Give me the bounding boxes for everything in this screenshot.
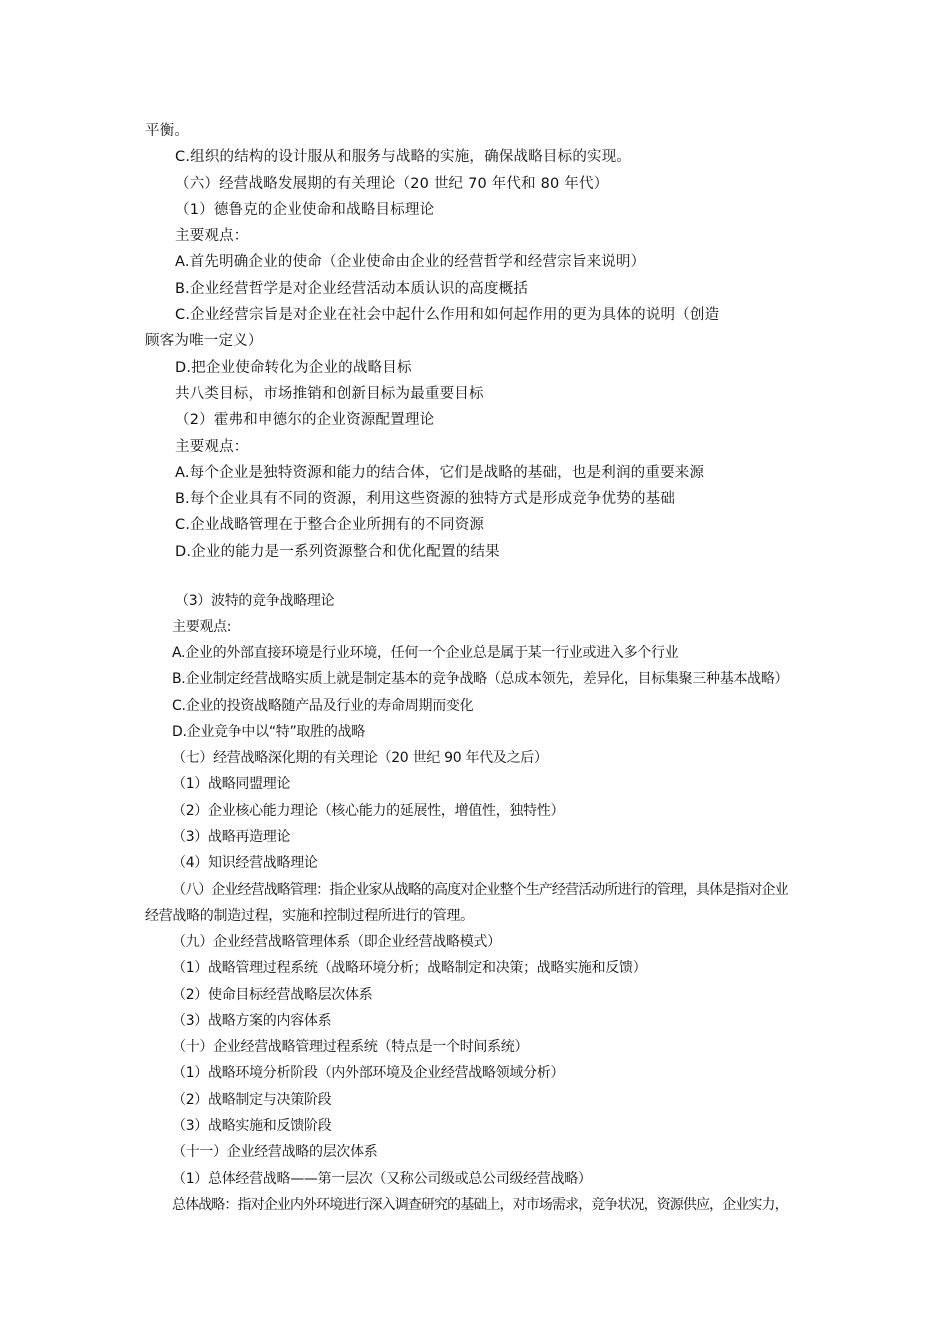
text-line: （八）企业经营战略管理：指企业家从战略的高度对企业整个生产经营活动所进行的管理，具体是指对企业 xyxy=(172,882,788,898)
text-line: A.每个企业是独特资源和能力的结合体，它们是战略的基础，也是利润的重要来源 xyxy=(175,465,705,481)
text-line: 总体战略：指对企业内外环境进行深入调查研究的基础上，对市场需求，竞争状况，资源供应，企业实力， xyxy=(172,1197,788,1213)
text-line: （七）经营战略深化期的有关理论（20 世纪 90 年代及之后） xyxy=(172,750,548,766)
text-line: 经营战略的制造过程，实施和控制过程所进行的管理。 xyxy=(145,908,474,924)
text-line: （2）使命目标经营战略层次体系 xyxy=(172,987,373,1003)
text-line: A.首先明确企业的使命（企业使命由企业的经营哲学和经营宗旨来说明） xyxy=(175,254,646,270)
text-line: （十一）企业经营战略的层次体系 xyxy=(172,1144,378,1160)
text-line: （1）战略管理过程系统（战略环境分析；战略制定和决策；战略实施和反馈） xyxy=(172,960,647,976)
text-line: 顾客为唯一定义） xyxy=(145,333,263,349)
text-line: （1）战略同盟理论 xyxy=(172,776,291,792)
text-line: 共八类目标，市场推销和创新目标为最重要目标 xyxy=(175,386,484,402)
text-line: （2）企业核心能力理论（核心能力的延展性，增值性，独特性） xyxy=(172,803,565,819)
text-line: 主要观点： xyxy=(175,228,249,244)
text-line: （2）战略制定与决策阶段 xyxy=(172,1092,332,1108)
text-line: （2）霍弗和申德尔的企业资源配置理论 xyxy=(175,412,435,428)
text-line: （3）战略方案的内容体系 xyxy=(172,1013,332,1029)
text-line: （3）战略实施和反馈阶段 xyxy=(172,1118,332,1134)
text-line: C.企业经营宗旨是对企业在社会中起什么作用和如何起作用的更为具体的说明（创造 xyxy=(175,307,720,323)
text-line: C.企业战略管理在于整合企业所拥有的不同资源 xyxy=(175,517,485,533)
text-line: （十）企业经营战略管理过程系统（特点是一个时间系统） xyxy=(172,1039,529,1055)
text-line: （六）经营战略发展期的有关理论（20 世纪 70 年代和 80 年代） xyxy=(175,176,609,192)
text-line: （九）企业经营战略管理体系（即企业经营战略模式） xyxy=(172,934,501,950)
text-line: 主要观点： xyxy=(175,439,249,455)
text-line: 主要观点: xyxy=(172,619,232,635)
text-line: （3）波特的竞争战略理论 xyxy=(175,593,335,609)
text-line: D.把企业使命转化为企业的战略目标 xyxy=(175,360,412,376)
text-line: 平衡。 xyxy=(145,123,190,139)
text-line: （1）德鲁克的企业使命和战略目标理论 xyxy=(175,202,435,218)
text-line: B.每个企业具有不同的资源，利用这些资源的独特方式是形成竞争优势的基础 xyxy=(175,491,676,507)
text-line: C.组织的结构的设计服从和服务与战略的实施，确保战略目标的实现。 xyxy=(175,149,632,165)
text-line: A.企业的外部直接环境是行业环境，任何一个企业总是属于某一行业或进入多个行业 xyxy=(172,645,679,661)
text-line: B.企业制定经营战略实质上就是制定基本的竞争战略（总成本领先，差异化，目标集聚三种基本战略） xyxy=(172,671,789,687)
text-line: （4）知识经营战略理论 xyxy=(172,855,318,871)
text-line: B.企业经营哲学是对企业经营活动本质认识的高度概括 xyxy=(175,281,529,297)
text-line: C.企业的投资战略随产品及行业的寿命周期而变化 xyxy=(172,698,474,714)
text-line: D.企业的能力是一系列资源整合和优化配置的结果 xyxy=(175,544,500,560)
text-line: （3）战略再造理论 xyxy=(172,829,291,845)
text-line: （1）战略环境分析阶段（内外部环境及企业经营战略领域分析） xyxy=(172,1065,565,1081)
text-line: （1）总体经营战略——第一层次（又称公司级或总公司级经营战略） xyxy=(172,1171,592,1187)
text-line: D.企业竞争中以“特”取胜的战略 xyxy=(172,724,365,740)
